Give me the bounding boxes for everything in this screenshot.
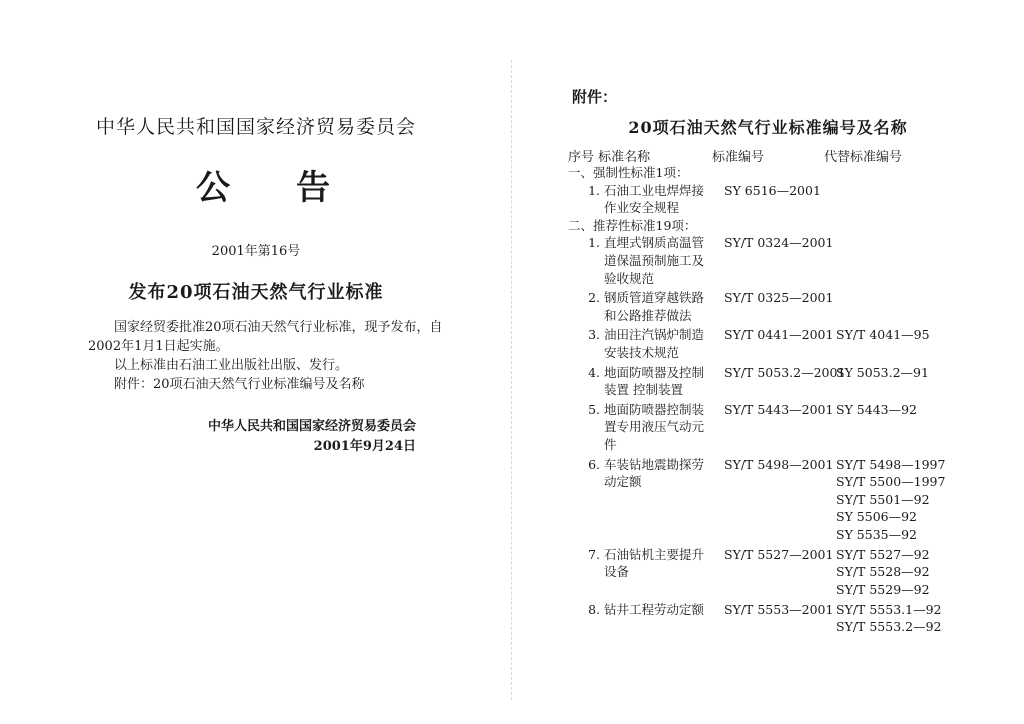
table-row — [564, 234, 1004, 287]
standard-code: SY/T 5553—2001 — [724, 601, 834, 617]
standard-name: 油田注汽锅炉制造安装技术规范 — [604, 327, 705, 360]
signature-organization: 中华人民共和国国家经济贸易委员会 — [207, 419, 416, 434]
row-number: 1. — [588, 235, 600, 251]
standard-name: 地面防喷器及控制装置 控制装置 — [604, 364, 705, 398]
replaced-code: SY/T 5527—92 — [836, 546, 930, 562]
table-row — [564, 326, 1004, 361]
issuing-organization-title: 中华人民共和国国家经济贸易委员会 — [95, 116, 416, 138]
standard-code: SY/T 0324—2001 — [724, 235, 834, 251]
signature-date: 2001年9月24日 — [313, 439, 416, 454]
replaced-codes — [836, 364, 929, 382]
standard-name: 直埋式钢质高温管道保温预制施工及验收规范 — [604, 235, 705, 286]
table-row — [564, 182, 1004, 217]
row-number: 2. — [588, 290, 600, 306]
replaced-code: SY/T 5529—92 — [836, 581, 930, 597]
table-row — [564, 456, 1004, 544]
replaced-codes — [836, 326, 930, 344]
table-row — [564, 289, 1004, 324]
replaced-codes — [836, 546, 930, 599]
replaced-codes — [836, 401, 917, 419]
column-header-replaces: 代替标准编号 — [824, 150, 903, 165]
standard-name: 钻井工程劳动定额 — [604, 601, 705, 617]
standard-code: SY 6516—2001 — [724, 182, 821, 198]
attachment-label: 附件： — [572, 88, 618, 106]
table-row — [564, 546, 1004, 599]
standards-list-title: 20项石油天然气行业标准编号及名称 — [628, 118, 908, 137]
section-recommended: 二、推荐性标准19项： — [568, 217, 697, 233]
right-page — [512, 0, 1024, 724]
column-header-code: 标准编号 — [712, 150, 765, 165]
table-row — [564, 601, 1004, 637]
row-number: 8. — [588, 601, 600, 617]
replaced-codes — [836, 601, 941, 636]
standard-name: 车装钻地震勘探劳动定额 — [604, 456, 705, 490]
replaced-code: SY/T 5528—92 — [836, 564, 930, 580]
row-number: 5. — [588, 401, 600, 417]
replaced-code: SY/T 5500—1997 — [836, 474, 946, 490]
announcement-headline: 发布20项石油天然气行业标准 — [128, 282, 384, 303]
standard-name: 钢质管道穿越铁路和公路推荐做法 — [604, 290, 705, 323]
announcement-body — [88, 318, 458, 394]
standard-name: 石油钻机主要提升设备 — [604, 546, 705, 580]
replaced-code: SY/T 4041—95 — [836, 327, 930, 343]
table-row — [564, 401, 1004, 454]
standard-code: SY/T 5498—2001 — [724, 456, 834, 472]
replaced-code: SY/T 5498—1997 — [836, 456, 946, 472]
standard-code: SY/T 0325—2001 — [724, 290, 834, 306]
body-paragraph-3: 附件：20项石油天然气行业标准编号及名称 — [114, 377, 365, 392]
document-number: 2001年第16号 — [211, 244, 301, 259]
replaced-code: SY 5535—92 — [836, 526, 918, 542]
body-paragraph-1: 国家经贸委批准20项石油天然气行业标准，现予发布，自2002年1月1日起实施。 — [88, 320, 443, 354]
row-number: 1. — [588, 182, 600, 198]
table-row — [564, 364, 1004, 399]
standard-code: SY/T 0441—2001 — [724, 327, 834, 343]
row-number: 6. — [588, 456, 600, 472]
row-number: 7. — [588, 546, 600, 562]
standard-code: SY/T 5443—2001 — [724, 401, 834, 417]
replaced-code: SY/T 5501—92 — [836, 491, 930, 507]
standards-table — [564, 164, 1004, 637]
row-number: 4. — [588, 364, 600, 380]
standard-code: SY/T 5527—2001 — [724, 546, 834, 562]
standard-code: SY/T 5053.2—2001 — [724, 364, 846, 380]
body-paragraph-2: 以上标准由石油工业出版社出版、发行。 — [114, 358, 349, 373]
replaced-code: SY 5443—92 — [836, 401, 918, 417]
replaced-code: SY 5053.2—91 — [836, 364, 929, 380]
notice-title-char-1: 公 — [196, 168, 230, 208]
column-header-seq-name: 序号 标准名称 — [568, 150, 651, 165]
standard-name: 地面防喷器控制装置专用液压气动元件 — [604, 401, 705, 452]
replaced-code: SY 5506—92 — [836, 509, 918, 525]
row-number: 3. — [588, 327, 600, 343]
notice-title-char-2: 告 — [296, 168, 330, 208]
standard-name: 石油工业电焊焊接作业安全规程 — [604, 182, 705, 216]
section-mandatory: 一、强制性标准1项： — [568, 165, 689, 180]
replaced-code: SY/T 5553.2—92 — [836, 619, 942, 635]
replaced-code: SY/T 5553.1—92 — [836, 601, 942, 617]
replaced-codes — [836, 456, 945, 544]
